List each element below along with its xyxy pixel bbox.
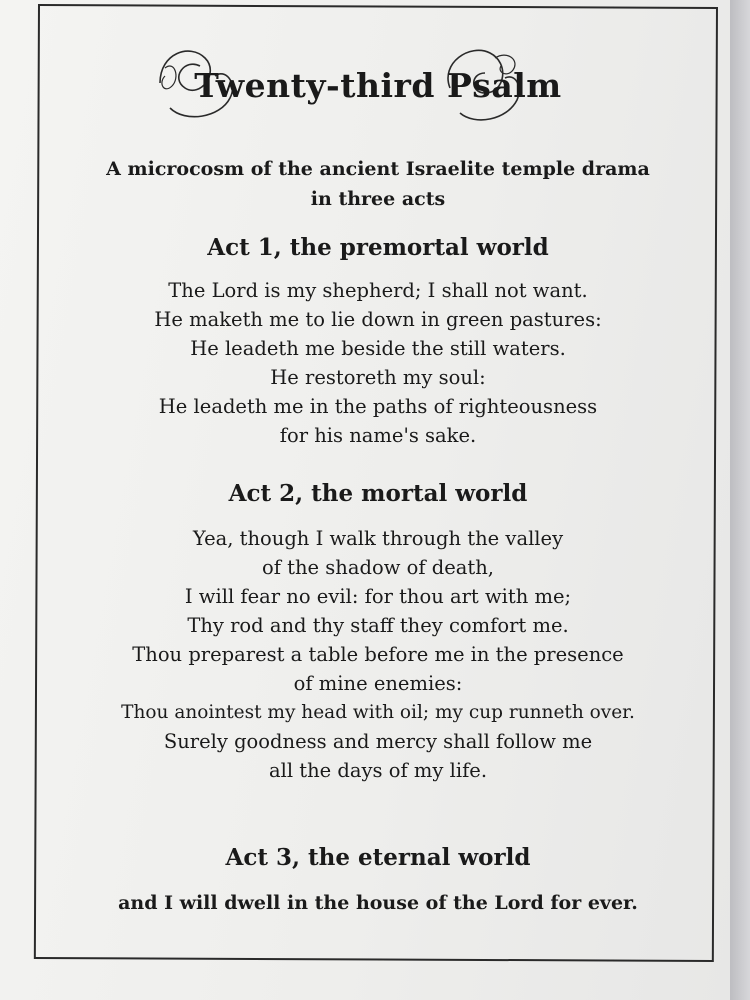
verse-line: for his name's sake. xyxy=(279,424,477,447)
subtitle xyxy=(40,154,716,214)
verse-line: Yea, though I walk through the valley xyxy=(192,527,564,550)
verse-line: He leadeth me beside the still waters. xyxy=(190,337,566,360)
act-1-heading: Act 1, the premortal world xyxy=(207,234,549,261)
verse-line: Surely goodness and mercy shall follow me xyxy=(163,730,593,753)
verse-line: all the days of my life. xyxy=(268,759,488,782)
subtitle-line-1: A microcosm of the ancient Israelite temple drama xyxy=(106,158,650,180)
act-2-verse xyxy=(40,524,716,785)
verse-line: He restoreth my soul: xyxy=(270,366,486,389)
page-title: Twenty-third Psalm xyxy=(194,66,562,105)
verse-line: Thou anointest my head with oil; my cup runneth over. xyxy=(121,702,635,723)
verse-line: of mine enemies: xyxy=(293,672,463,695)
act-3-verse: and I will dwell in the house of the Lord for ever. xyxy=(118,892,638,914)
act-2-heading: Act 2, the mortal world xyxy=(228,480,528,507)
verse-line: Thou preparest a table before me in the presence xyxy=(132,643,624,666)
act-3-heading: Act 3, the eternal world xyxy=(225,844,531,871)
psalm-card xyxy=(40,4,716,959)
act-1-verse xyxy=(40,276,716,450)
page-edge xyxy=(730,0,750,1000)
verse-line: Thy rod and thy staff they comfort me. xyxy=(187,614,569,637)
verse-line: of the shadow of death, xyxy=(262,556,494,579)
title-block xyxy=(40,38,716,128)
verse-line: I will fear no evil: for thou art with me; xyxy=(184,585,572,608)
verse-line: He maketh me to lie down in green pastures: xyxy=(154,308,602,331)
verse-line: He leadeth me in the paths of righteousness xyxy=(158,395,598,418)
verse-line: The Lord is my shepherd; I shall not want. xyxy=(168,279,588,302)
subtitle-line-2: in three acts xyxy=(310,188,446,210)
